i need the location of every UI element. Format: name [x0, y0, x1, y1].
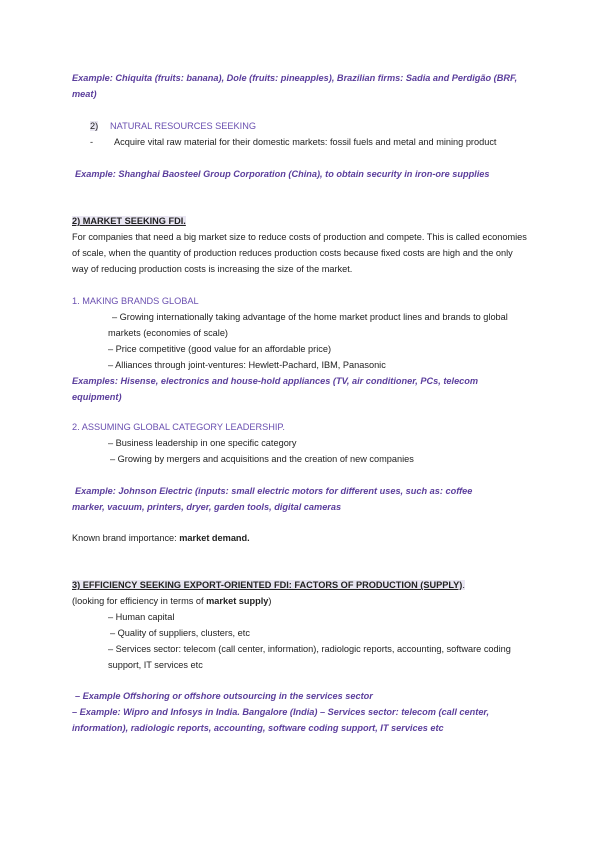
natural-resources-bullet: Acquire vital raw material for their domestic markets: fossil fuels and metal and mining product [114, 137, 497, 147]
example-hisense: Examples: Hisense, electronics and house-hold appliances (TV, air conditioner, PCs, telecom equipment) [72, 376, 479, 402]
market-seeking-heading-text: 2) MARKET SEEKING FDI. [72, 216, 186, 226]
bullet-dash: - [90, 137, 94, 147]
example-chiquita: Example: Chiquita (fruits: banana), Dole (fruits: pineapples), Brazilian firms: Sadia and Perdigão (BRF, meat) [72, 73, 518, 99]
efficiency-heading-text: 3) EFFICIENCY SEEKING EXPORT-ORIENTED FDI: FACTORS OF PRODUCTION (SUPPLY) [72, 580, 463, 590]
making-brands-global-title: 1. MAKING BRANDS GLOBAL [72, 296, 199, 306]
efficiency-heading [72, 577, 542, 593]
efficiency-intro [72, 593, 532, 609]
global-leadership-title: 2. ASSUMING GLOBAL CATEGORY LEADERSHIP. [72, 422, 285, 432]
natural-resources-title: NATURAL RESOURCES SEEKING [110, 121, 257, 131]
intro-bold: market supply [206, 596, 269, 606]
intro-a: (looking for efficiency in terms of [72, 596, 207, 606]
example-johnson-electric: Example: Johnson Electric (inputs: small electric motors for different uses, such as: coffee marker, vacuum, printers, dryer, garden tools, digital cameras [72, 486, 473, 512]
list-item: – Business leadership in one specific category [108, 438, 297, 448]
list-item: – Quality of suppliers, clusters, etc [110, 628, 250, 638]
example-baosteel: Example: Shanghai Baosteel Group Corporation (China), to obtain security in iron-ore supplies [75, 169, 490, 179]
example-wipro-infosys: – Example: Wipro and Infosys in India. Bangalore (India) – Services sector: telecom (call center, information), radiologic reports, accounting, software coding support, IT services etc [72, 707, 490, 733]
intro-c: ) [268, 596, 272, 606]
list-item: – Growing internationally taking advantage of the home market product lines and brands to global markets (economies of scale) [108, 312, 508, 338]
known-prefix: Known brand importance: [72, 533, 180, 543]
list-item: – Growing by mergers and acquisitions and the creation of new companies [110, 454, 414, 464]
known-bold: market demand. [179, 533, 250, 543]
list-item: – Human capital [108, 612, 175, 622]
list-item: – Services sector: telecom (call center, information), radiologic reports, accounting, software coding support, IT services etc [108, 644, 511, 670]
list-item: – Alliances through joint-ventures: Hewlett-Pachard, IBM, Panasonic [108, 360, 386, 370]
section-number-label: 2) [90, 121, 99, 131]
market-seeking-paragraph: For companies that need a big market size to reduce costs of production and compete. This is called economies of scale, when the quantity of production reduces production costs because fixed costs are high and the only way of reducing production costs is increasing the size of the market. [72, 232, 527, 274]
example-offshoring: – Example Offshoring or offshore outsourcing in the services sector [75, 691, 373, 701]
list-item: – Price competitive (good value for an affordable price) [108, 344, 332, 354]
section-number [90, 118, 98, 134]
known-brand-importance [72, 530, 532, 546]
efficiency-heading-tail: . [462, 580, 465, 590]
market-seeking-heading [72, 213, 532, 229]
